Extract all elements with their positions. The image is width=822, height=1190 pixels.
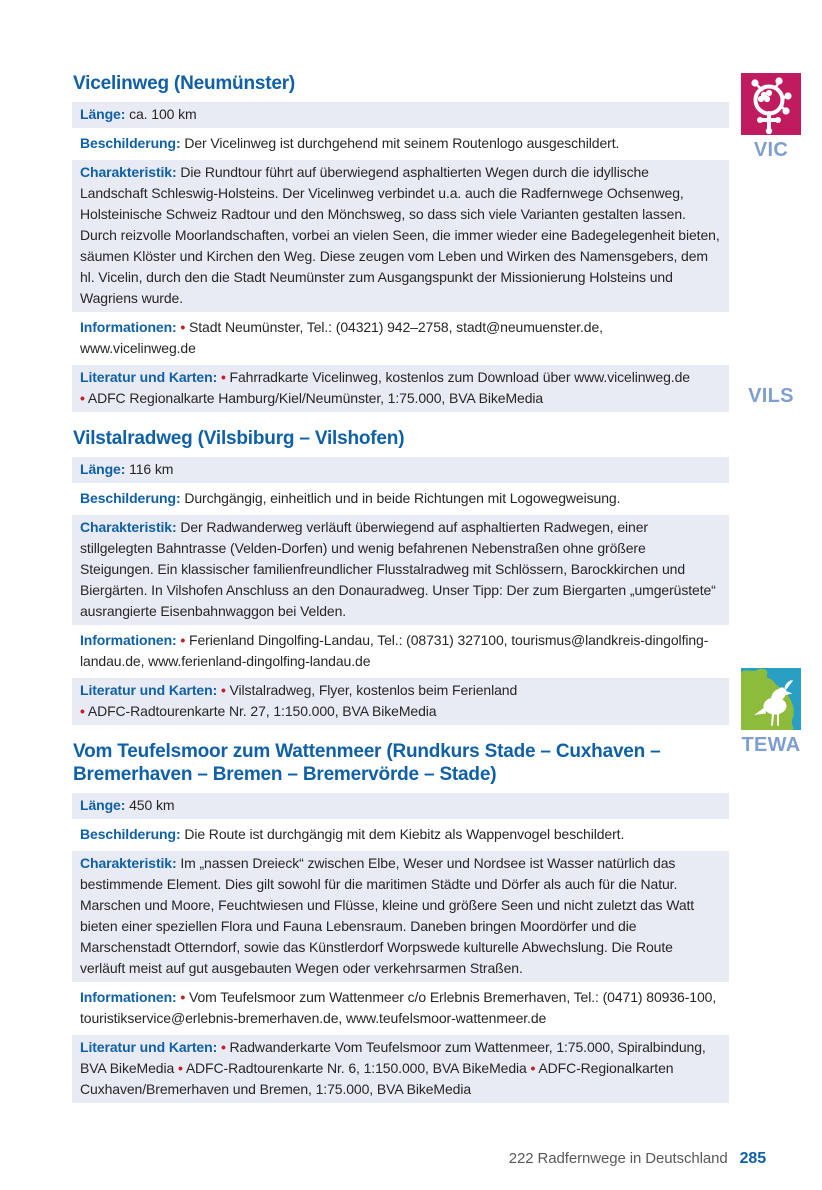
row-text: Fahrradkarte Vicelinweg, kostenlos zum Download über www.vicelinweg.de xyxy=(229,369,690,385)
row-laenge xyxy=(72,457,729,483)
row-text: Durchgängig, einheitlich und in beide Richtungen mit Logowegweisung. xyxy=(184,490,621,506)
row-literatur-und-karten xyxy=(72,365,729,412)
row-label: Informationen: xyxy=(80,632,177,648)
row-label: Literatur und Karten: xyxy=(80,682,218,698)
row-beschilderung xyxy=(72,131,729,157)
row-label: Beschilderung: xyxy=(80,826,181,842)
bullet-icon: • xyxy=(220,369,226,385)
bullet-icon: • xyxy=(180,319,186,335)
route-code: VIC xyxy=(753,139,789,161)
row-text: ADFC-Regionalkarten Cuxhaven/Bremerhaven und Bremen, 1:75.000, BVA BikeMedia xyxy=(80,1060,674,1097)
row-label: Informationen: xyxy=(80,989,177,1005)
route-section xyxy=(72,740,729,1103)
row-label: Länge: xyxy=(80,461,126,477)
route-title: Vicelinweg (Neumünster) xyxy=(73,73,296,94)
row-label: Literatur und Karten: xyxy=(80,369,218,385)
row-label: Charakteristik: xyxy=(80,855,177,871)
row-text: Die Rundtour führt auf überwiegend asphaltierten Wegen durch die idyllische Landschaft Schleswig-Holsteins. Der Vicelinweg verbindet u.a. auch die Radfernwege Ochsenweg, Holsteinische Schweiz Radtour und den Mönchsweg, so dass sich viele Varianten gestalten lassen. Durch reizvolle Moorlandschaften, vorbei an vielen Seen, die immer wieder eine Badegelegenheit bieten, säumen Klöster und Kirchen den Weg. Diese zeugen vom Leben und Wirken des Namensgebers, dem hl. Vicelin, durch den die Stadt Neumünster zum Ausgangspunkt der Missionierung Holsteins und Wagriens wurde. xyxy=(80,164,720,306)
margin-item-vic xyxy=(740,73,802,161)
route-section xyxy=(72,72,729,412)
row-label: Charakteristik: xyxy=(80,164,177,180)
row-text: Der Vicelinweg ist durchgehend mit seinem Routenlogo ausgeschildert. xyxy=(184,135,620,151)
row-charakteristik xyxy=(72,160,729,312)
bullet-icon: • xyxy=(180,632,186,648)
route-title: Vilstalradweg (Vilsbiburg – Vilshofen) xyxy=(73,428,405,449)
row-literatur-und-karten xyxy=(72,1035,729,1103)
row-beschilderung xyxy=(72,822,729,848)
row-text: Ferienland Dingolfing-Landau, Tel.: (08731) 327100, tourismus@landkreis-dingolfing-landau.de, www.ferienland-dingolfing-landau.de xyxy=(80,632,709,669)
bullet-icon: • xyxy=(80,703,85,719)
book-title: 222 Radfernwege in Deutschland xyxy=(508,1150,728,1167)
row-label: Beschilderung: xyxy=(80,135,181,151)
tewa-kiebitz-logo-icon xyxy=(741,668,801,730)
page-number: 285 xyxy=(739,1150,766,1167)
bullet-icon: • xyxy=(220,682,226,698)
row-laenge xyxy=(72,102,729,128)
row-charakteristik xyxy=(72,851,729,982)
row-text: ca. 100 km xyxy=(129,106,197,122)
row-label: Länge: xyxy=(80,106,126,122)
row-laenge xyxy=(72,793,729,819)
row-text: ADFC-Radtourenkarte Nr. 6, 1:150.000, BVA BikeMedia xyxy=(185,1060,527,1076)
bullet-icon: • xyxy=(177,1060,183,1076)
route-code: VILS xyxy=(748,385,794,407)
row-beschilderung xyxy=(72,486,729,512)
row-label: Literatur und Karten: xyxy=(80,1039,218,1055)
row-text: Vilstalradweg, Flyer, kostenlos beim Ferienland xyxy=(229,682,518,698)
bullet-icon: • xyxy=(220,1039,226,1055)
route-sections xyxy=(72,72,729,1118)
row-label: Informationen: xyxy=(80,319,177,335)
row-text: Im „nassen Dreieck“ zwischen Elbe, Weser und Nordsee ist Wasser natürlich das bestimmende Element. Dies gilt sowohl für die maritimen Städte und Dörfer als auch für die Natur. Marschen und Moore, Feuchtwiesen und Flüsse, kleine und größere Seen und nicht zuletzt das Watt bieten einer speziellen Flora und Fauna Lebensraum. Daneben bringen Moordörfer und die Marschenstadt Otterndorf, sowie das Künstlerdorf Worpswede kulturelle Abwechslung. Die Route verläuft meist auf gut ausgebauten Wegen oder verkehrsarmen Straßen. xyxy=(80,855,695,976)
route-title: Vom Teufelsmoor zum Wattenmeer (Rundkurs Stade – Cuxhaven – Bremerhaven – Bremen – Bremervörde – Stade) xyxy=(73,741,661,785)
row-text: Stadt Neumünster, Tel.: (04321) 942–2758, stadt@neumuenster.de, www.vicelinweg.de xyxy=(80,319,603,356)
row-text: 116 km xyxy=(129,461,174,477)
row-text: ADFC-Radtourenkarte Nr. 27, 1:150.000, BVA BikeMedia xyxy=(87,703,437,719)
route-code: TEWA xyxy=(741,734,801,756)
row-charakteristik xyxy=(72,515,729,625)
route-section xyxy=(72,427,729,725)
margin-item-tewa xyxy=(740,668,802,756)
bullet-icon: • xyxy=(80,390,85,406)
row-text: Der Radwanderweg verläuft überwiegend auf asphaltierten Radwegen, einer stillgelegten Bahntrasse (Velden-Dorfen) und wenig befahrenen Nebenstraßen ohne größere Steigungen. Ein klassischer familienfreundlicher Flusstalradweg mit Schlössern, Barockkirchen und Biergärten. In Vilshofen Anschluss an den Donauradweg. Unser Tipp: Der zum Biergarten „umgerüstete“ ausrangierte Eisenbahnwaggon bei Velden. xyxy=(80,519,716,619)
bullet-icon: • xyxy=(180,989,186,1005)
row-text: Radwanderkarte Vom Teufelsmoor zum Wattenmeer, 1:75.000, Spiralbindung, BVA BikeMedia xyxy=(80,1039,706,1076)
page-footer xyxy=(509,1150,766,1168)
margin-item-vils xyxy=(740,381,802,407)
row-literatur-und-karten xyxy=(72,678,729,725)
bullet-icon: • xyxy=(530,1060,536,1076)
row-text: Die Route ist durchgängig mit dem Kiebitz als Wappenvogel beschildert. xyxy=(184,826,625,842)
row-informationen xyxy=(72,628,729,675)
row-label: Länge: xyxy=(80,797,126,813)
vicelin-route-logo-icon xyxy=(741,73,801,135)
row-informationen xyxy=(72,315,729,362)
row-text: Vom Teufelsmoor zum Wattenmeer c/o Erlebnis Bremerhaven, Tel.: (0471) 80936-100, touristikservice@erlebnis-bremerhaven.de, www.teufelsmoor-wattenmeer.de xyxy=(80,989,717,1026)
row-label: Charakteristik: xyxy=(80,519,177,535)
row-informationen xyxy=(72,985,729,1032)
row-text: 450 km xyxy=(129,797,175,813)
row-label: Beschilderung: xyxy=(80,490,181,506)
row-text: ADFC Regionalkarte Hamburg/Kiel/Neumünster, 1:75.000, BVA BikeMedia xyxy=(87,390,544,406)
